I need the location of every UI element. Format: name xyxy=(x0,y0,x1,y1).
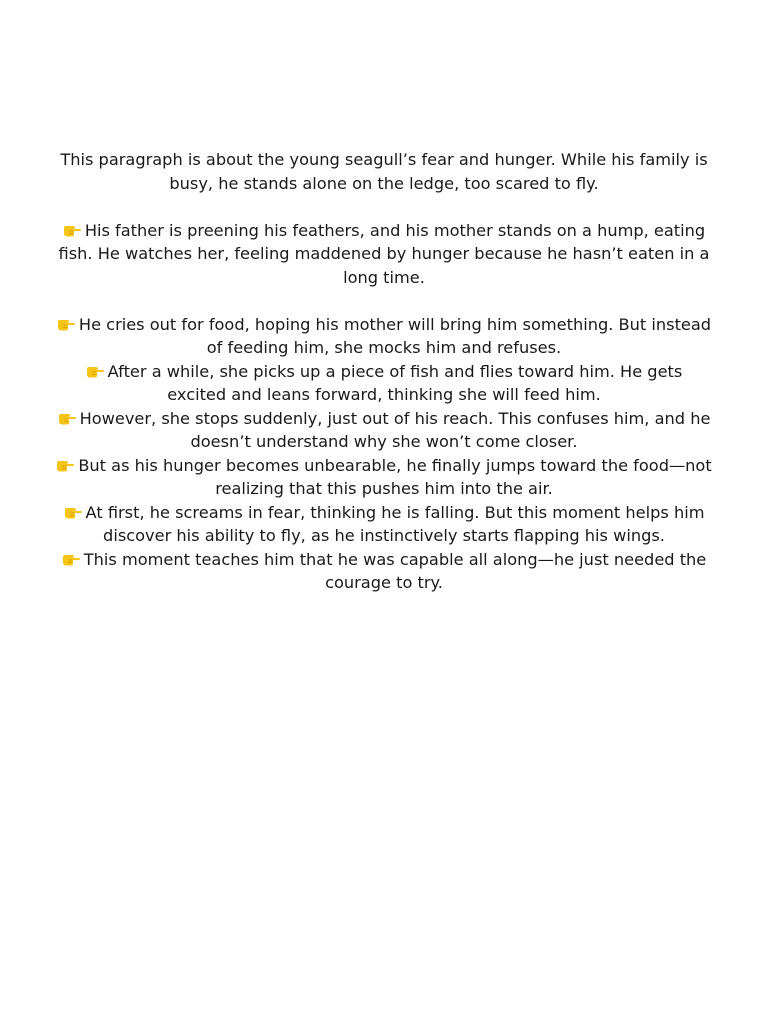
point-text: However, she stops suddenly, just out of his reach. This confuses him, and he doesn’t understand why she won’t come closer. xyxy=(79,408,711,451)
point-item xyxy=(56,360,712,407)
point-text: But as his hunger becomes unbearable, he finally jumps toward the food—not realizing that this pushes him into the air. xyxy=(78,455,712,498)
pointing-hand-icon xyxy=(57,317,75,331)
pointing-hand-icon xyxy=(86,364,104,378)
pointing-hand-icon xyxy=(58,411,76,425)
point-text: This moment teaches him that he was capable all along—he just needed the courage to try. xyxy=(83,549,707,592)
pointing-hand-icon xyxy=(64,505,82,519)
point-item xyxy=(56,219,712,290)
point-text: After a while, she picks up a piece of fish and flies toward him. He gets excited and leans forward, thinking she will feed him. xyxy=(107,361,683,404)
point-text: His father is preening his feathers, and his mother stands on a hump, eating fish. He watches her, feeling maddened by hunger because he hasn’t eaten in a long time. xyxy=(58,220,710,287)
points-paragraph xyxy=(56,313,712,595)
point-text: At first, he screams in fear, thinking he is falling. But this moment helps him discover his ability to fly, as he instinctively starts flapping his wings. xyxy=(85,502,705,545)
point-item xyxy=(56,501,712,548)
document-body xyxy=(56,148,712,595)
pointing-hand-icon xyxy=(62,552,80,566)
intro-paragraph: This paragraph is about the young seagull’s fear and hunger. While his family is busy, he stands alone on the ledge, too scared to fly. xyxy=(60,150,708,193)
paragraph-spacer xyxy=(56,195,712,219)
point-item xyxy=(56,454,712,501)
point-text: He cries out for food, hoping his mother will bring him something. But instead of feeding him, she mocks him and refuses. xyxy=(78,314,712,357)
pointing-hand-icon xyxy=(63,223,81,237)
point-item xyxy=(56,407,712,454)
paragraph-spacer xyxy=(56,289,712,313)
pointing-hand-icon xyxy=(56,458,74,472)
point-item xyxy=(56,313,712,360)
point-paragraph xyxy=(56,219,712,290)
point-item xyxy=(56,548,712,595)
